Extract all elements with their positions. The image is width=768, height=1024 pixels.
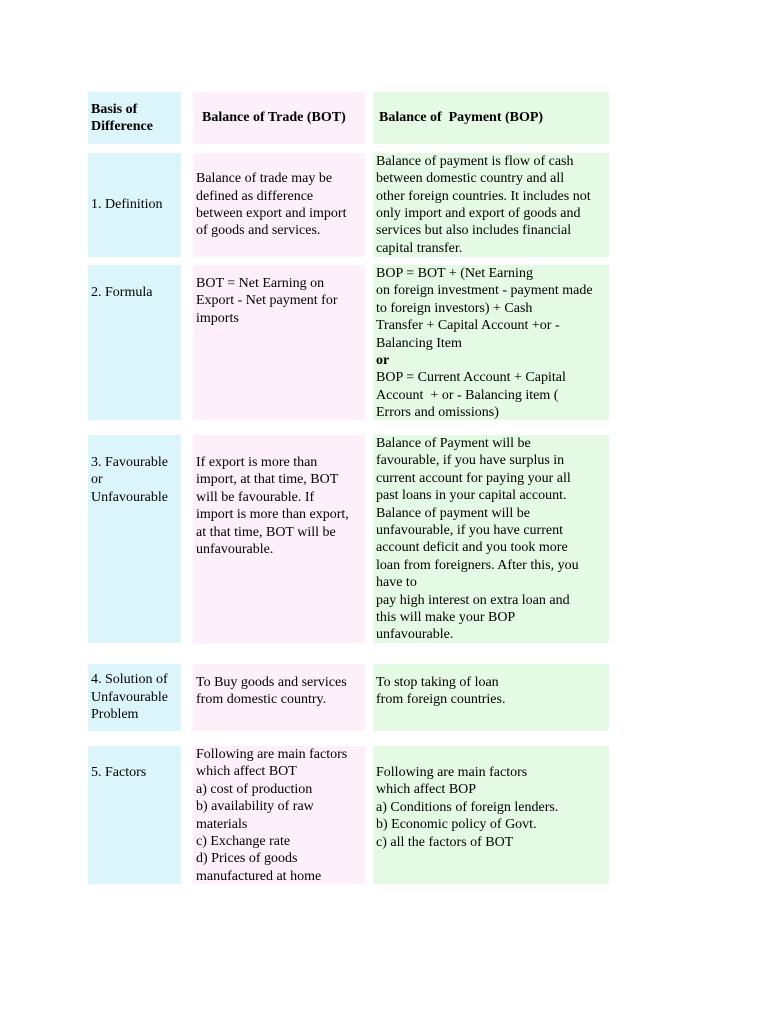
bot-text-line: a) cost of production [196,781,313,797]
bot-text-line: Following are main factors [196,747,348,762]
bop-text-line: account deficit and you took more [376,540,568,556]
bot-text-line: which affect BOT [196,764,297,780]
bop-text-line: BOP = BOT + (Net Earning [376,266,533,281]
bop-text-line: Balance of Payment will be [376,436,531,451]
label-text-line: 4. Solution of [91,672,168,688]
bot-text-line: import is more than export, [196,507,349,523]
bop-text-line: Account + or - Balancing item ( [376,387,559,403]
bop-text-line: from foreign countries. [376,692,506,708]
row-solution-bop [373,664,609,731]
header-text-line: Balance of Trade (BOT) [202,110,346,126]
bop-text-line: Following are main factors [376,765,528,780]
bop-text-line: on foreign investment - payment made [376,283,593,299]
bop-text-line: Balance of payment is flow of cash [376,153,574,169]
label-text-line: 2. Formula [91,285,153,300]
label-text-line: Unfavourable [91,489,168,505]
bop-text-line: other foreign countries. It includes not [376,188,591,204]
header-basis-of-difference [88,92,181,144]
row-favourable-bot [193,435,365,643]
row-factors-bop [373,746,609,884]
bot-text-line: between export and import [196,206,347,221]
bot-text-line: imports [196,310,239,326]
row-formula-label [88,265,181,420]
row-factors-bot [193,746,365,884]
bot-text-line: will be favourable. If [196,489,315,505]
bop-text-line: c) all the factors of BOT [376,834,514,850]
bop-text-line: which affect BOP [376,782,477,798]
bot-text-line: import, at that time, BOT [196,472,339,488]
row-solution-bot [193,664,365,731]
row-definition-bop [373,153,609,257]
header-text-line: Balance of Payment (BOP) [379,110,544,126]
bot-text-line: of goods and services. [196,223,321,239]
bot-text-line: BOT = Net Earning on [196,276,325,291]
label-text-line: Unfavourable [91,689,168,705]
row-definition-bot [193,153,365,257]
bot-text-line: Export - Net payment for [196,293,338,309]
bop-text-line: loan from foreigners. After this, you [376,557,579,573]
bot-text-line: To Buy goods and services [196,675,347,690]
bot-text-line: at that time, BOT will be [196,524,336,540]
bop-text-line: Transfer + Capital Account +or - [376,318,560,334]
row-formula-bot [193,265,365,420]
bot-text-line: c) Exchange rate [196,834,291,850]
bop-text-line: b) Economic policy of Govt. [376,817,537,833]
bop-text-line: BOP = Current Account + Capital [376,370,566,386]
bop-text-line: pay high interest on extra loan and [376,592,570,608]
bot-text-line: If export is more than [196,455,318,470]
bop-text-line: unfavourable. [376,627,454,643]
bop-text-line: Errors and omissions) [376,405,499,421]
bop-text-line: favourable, if you have surplus in [376,453,565,469]
bop-text-line: to foreign investors) + Cash [376,300,533,316]
bot-text-line: d) Prices of goods [196,851,298,867]
bop-text-line: To stop taking of loan [376,675,499,690]
bop-text-line: unfavourable, if you have current [376,523,563,539]
row-formula-bop [373,265,609,420]
bop-text-line: services but also includes financial [376,223,572,239]
bot-text-line: Balance of trade may be [196,171,333,187]
row-favourable-bop [373,435,609,643]
bop-text-line-or: or [376,353,390,369]
header-text-line: Difference [91,119,153,134]
bop-text-line: capital transfer. [376,240,463,256]
header-text-line: Basis of [91,101,138,117]
bot-text-line: manufactured at home [196,868,322,884]
label-text-line: 3. Favourable [91,455,168,470]
bot-text-line: defined as difference [196,188,314,204]
header-balance-of-payment [373,92,609,144]
bot-text-line: materials [196,816,248,832]
label-text-line: 1. Definition [91,197,163,213]
bot-text-line: b) availability of raw [196,799,314,815]
bot-text-line: unfavourable. [196,542,274,558]
bot-text-line: from domestic country. [196,692,327,708]
row-favourable-label [88,435,181,643]
row-factors-label [88,746,181,884]
bop-text-line: have to [376,575,417,591]
bop-text-line: past loans in your capital account. [376,488,567,504]
bop-text-line: Balancing Item [376,335,462,351]
bop-text-line: current account for paying your all [376,470,571,486]
header-balance-of-trade [193,92,365,144]
row-solution-label [88,664,181,731]
bop-text-line: a) Conditions of foreign lenders. [376,799,559,815]
label-text-line: Problem [91,707,139,723]
bop-text-line: this will make your BOP [376,610,516,626]
row-definition-label [88,153,181,257]
bop-text-line: Balance of payment will be [376,505,530,521]
label-text-line: or [91,472,103,488]
bop-text-line: only import and export of goods and [376,206,581,221]
bop-text-line: between domestic country and all [376,171,565,187]
label-text-line: 5. Factors [91,765,147,780]
